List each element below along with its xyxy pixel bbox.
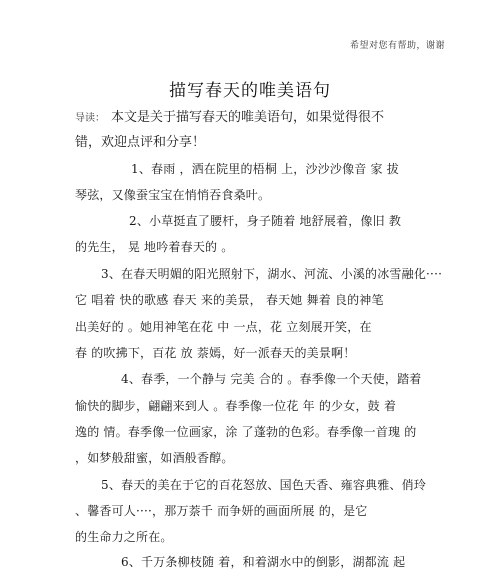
header-note: 希望对您有帮助，谢谢 — [349, 41, 445, 51]
intro-label: 导读： — [75, 113, 105, 124]
intro-paragraph — [75, 106, 405, 155]
body-line: 1、春雨 ，洒在院里的梧桐 上，沙沙沙像音 家 拔 — [131, 162, 399, 176]
body-line: 春 的吹拂下，百花 放 萘嫣，好一派春天的美景啊！ — [75, 346, 356, 360]
page-title: 描写春天的唯美语句 — [169, 81, 331, 101]
body-line: 逸的 情。春季像一位画家，涂 了蓬勃的色彩。春季像一首瑰 的 — [75, 425, 417, 439]
body-line: 4、春季，一个静与 完美 合的 。春季像一个天使，踏着 — [121, 372, 422, 386]
body-line: 的先生， 晃 地吟着春天的 。 — [75, 240, 234, 254]
intro-text: 本文是关于描写春天的唯美语句，如果觉得很不错，欢迎点评和分享！ — [75, 110, 385, 150]
body-line: 的生命力之所在。 — [75, 530, 173, 544]
body-line: 5、春天的美在于它的百花怒放、国色天香、雍容典雅、俏玲 — [101, 478, 427, 492]
body-line: 琴弦，又像蚕宝宝在悄悄吞食桑叶。 — [75, 188, 271, 202]
body-line: ，如梦般甜蜜，如酒般香醇。 — [75, 451, 234, 465]
body-line: 6、千万条柳枝随 着，和着湖水中的倒影，湖都流 起 — [121, 555, 406, 569]
body-line: 2、小草挺直了腰杆，身子随着 地舒展着，像旧 教 — [129, 214, 402, 228]
body-line: 它 唱着 快的歌感 春天 来的美景， 春天她 舞着 良的神笔 — [75, 293, 384, 307]
body-line: 3、在春天明媚的阳光照射下，湖水、河流、小溪的冰雪融化···· — [101, 267, 443, 281]
body-line: 出美好的 。她用神笔在花 中 一点，花 立刻展开笑，在 — [75, 320, 372, 334]
body-line: 、馨香可人····，那万萘千 而争妍的画面所展 的，是它 — [75, 504, 368, 518]
body-line: 愉快的脚步，翩翩来到人 。春季像一位花 年 的少女，鼓 着 — [75, 399, 397, 413]
